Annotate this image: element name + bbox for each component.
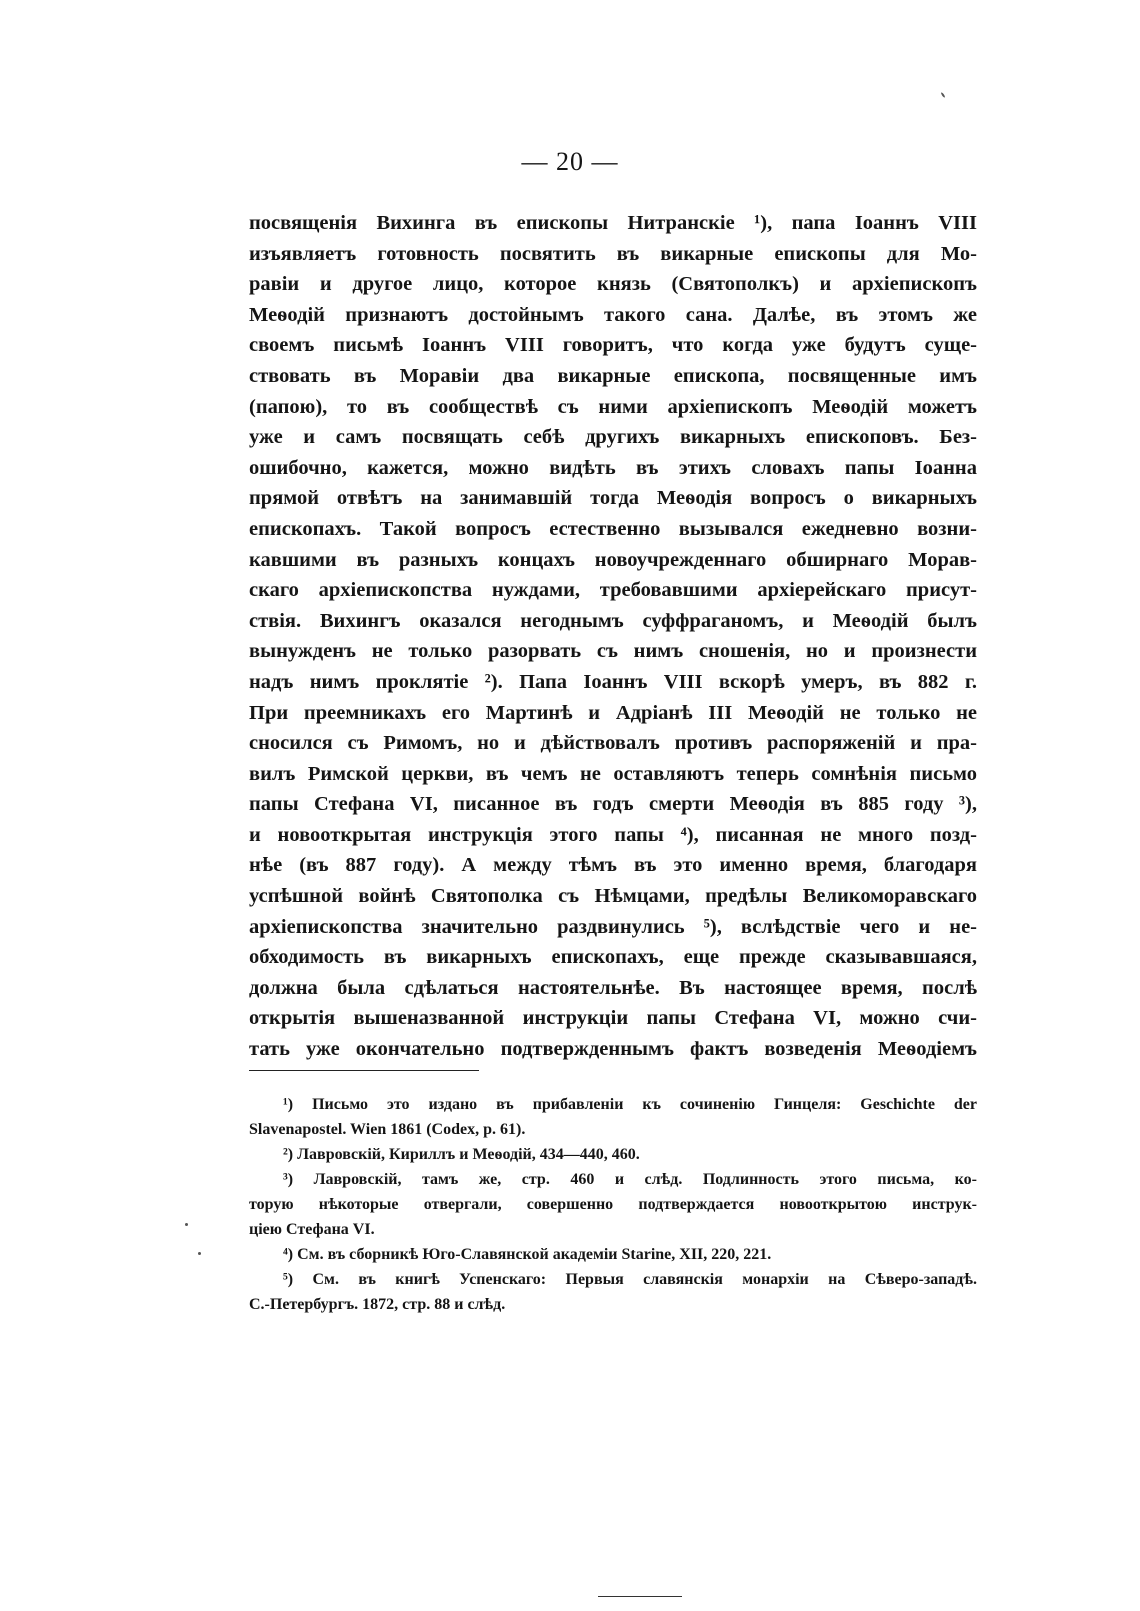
text-line: епископахъ. Такой вопросъ естественно вызывался ежедневно возни- — [249, 517, 977, 540]
text-line: Меѳодій признаютъ достойнымъ такого сана. Далѣе, въ этомъ же — [249, 303, 977, 326]
footnote-line: ціею Стефана VI. — [249, 1221, 375, 1238]
text-line: своемъ письмѣ Іоаннъ VIII говоритъ, что когда уже будутъ суще- — [249, 334, 977, 357]
text-line: вилъ Римской церкви, въ чемъ не оставляютъ теперь сомнѣнія письмо — [249, 762, 977, 785]
text-line: и новооткрытая инструкція этого папы ⁴), писанная не много позд- — [249, 823, 977, 846]
footnote — [249, 1142, 977, 1167]
text-line: посвященія Вихинга въ епископы Нитранскіе ¹), папа Іоаннъ VIII — [249, 212, 977, 234]
main-text — [249, 208, 977, 1065]
footnote-line: ¹) Письмо это издано въ прибавленіи къ сочиненію Гинцеля: Geschichte der — [283, 1096, 977, 1113]
footnote — [249, 1267, 977, 1317]
footnote — [249, 1167, 977, 1242]
scan-speck — [185, 1223, 188, 1226]
text-line: нѣе (въ 887 году). А между тѣмъ въ это именно время, благодаря — [249, 854, 977, 877]
text-line: успѣшной войнѣ Святополка съ Нѣмцами, предѣлы Великоморавскаго — [249, 885, 977, 908]
text-line: архіепископства значительно раздвинулись ⁵), вслѣдствіе чего и не- — [249, 915, 977, 938]
footnote-line: ²) Лавровскій, Кириллъ и Меѳодій, 434—440, 460. — [283, 1146, 640, 1163]
text-line: вынужденъ не только разорвать съ нимъ сношенія, но и произнести — [249, 640, 977, 663]
footnote-line: Slavenapostel. Wien 1861 (Codex, p. 61). — [249, 1121, 526, 1138]
text-line: надъ нимъ проклятіе ²). Папа Іоаннъ VIII вскорѣ умеръ, въ 882 г. — [249, 670, 977, 693]
text-line: (папою), то въ сообществѣ съ ними архіепископъ Меѳодій можетъ — [249, 395, 977, 418]
text-line: открытія вышеназванной инструкціи папы Стефана VI, можно счи- — [249, 1007, 977, 1030]
text-line: сносился съ Римомъ, но и дѣйствовалъ противъ распоряженій и пра- — [249, 732, 977, 755]
text-line: При преемникахъ его Мартинѣ и Адріанѣ III Меѳодій не только не — [249, 701, 977, 724]
footnote — [249, 1092, 977, 1142]
text-line: равіи и другое лицо, которое князь (Святополкъ) и архіепископъ — [249, 273, 977, 296]
text-line: кавшими въ разныхъ концахъ новоучрежденнаго обширнаго Морав- — [249, 548, 977, 571]
text-line: обходимость въ викарныхъ епископахъ, еще прежде сказывавшаяся, — [249, 946, 977, 969]
footnotes — [249, 1092, 977, 1317]
text-line: уже и самъ посвящать себѣ другихъ викарныхъ епископовъ. Без- — [249, 426, 977, 449]
footnote-line: торую нѣкоторые отвергали, совершенно подтверждается новооткрытою инструк- — [249, 1196, 977, 1213]
footnote-separator — [249, 1070, 479, 1071]
bottom-rule — [598, 1596, 682, 1597]
footnote-line: ³) Лавровскій, тамъ же, стр. 460 и слѣд. Подлинность этого письма, ко- — [283, 1171, 977, 1188]
footnote — [249, 1242, 977, 1267]
footnote-line: С.-Петербургъ. 1872, стр. 88 и слѣд. — [249, 1296, 506, 1313]
text-line: должна была сдѣлаться настоятельнѣе. Въ настоящее время, послѣ — [249, 976, 977, 999]
footnote-line: ⁴) См. въ сборникѣ Юго-Славянской академіи Starine, XII, 220, 221. — [283, 1246, 772, 1263]
page-number: — 20 — — [521, 147, 619, 176]
text-line: прямой отвѣтъ на занимавшій тогда Меѳодія вопросъ о викарныхъ — [249, 487, 977, 510]
text-line: ошибочно, кажется, можно видѣть въ этихъ словахъ папы Іоанна — [249, 456, 977, 479]
text-line: скаго архіепископства нуждами, требовавшими архіерейскаго присут- — [249, 579, 977, 602]
text-line: папы Стефана VI, писанное въ годъ смерти Меѳодія въ 885 году ³), — [249, 793, 977, 816]
text-line: изъявляетъ готовность посвятить въ викарные епископы для Мо- — [249, 242, 977, 265]
scan-speck — [940, 92, 945, 98]
scan-speck — [198, 1252, 201, 1255]
footnote-line: ⁵) См. въ книгѣ Успенскаго: Первыя славянскія монархіи на Сѣверо-западѣ. — [283, 1271, 977, 1288]
text-line: ствовать въ Моравіи два викарные епископа, посвященные имъ — [249, 364, 977, 387]
text-line: тать уже окончательно подтвержденнымъ фактъ возведенія Меѳодіемъ — [249, 1038, 977, 1061]
text-line: ствія. Вихингъ оказался негоднымъ суффраганомъ, и Меѳодій былъ — [249, 609, 977, 632]
